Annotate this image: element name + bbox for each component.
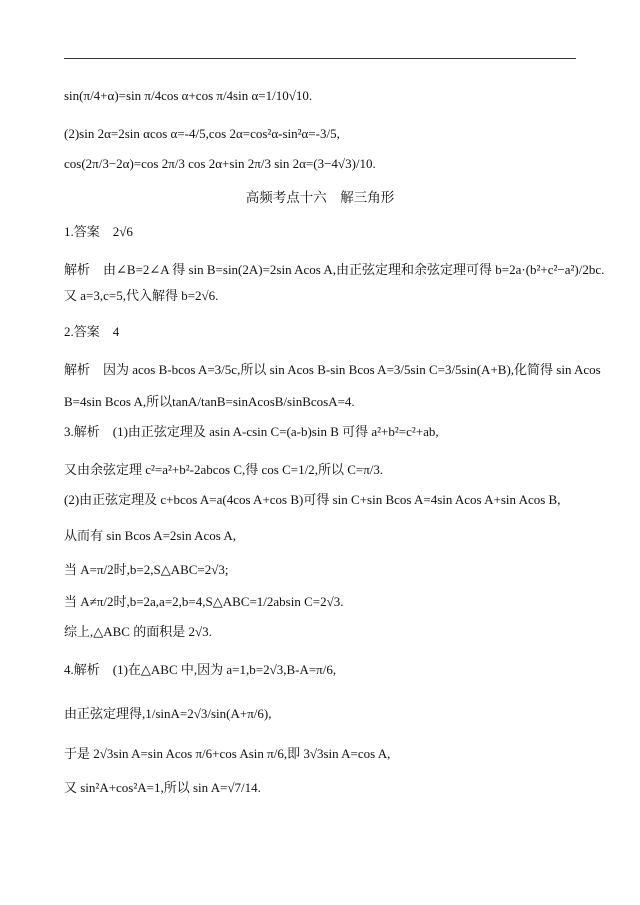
- text-line-15: 当 A=π/2时,b=2,S△ABC=2√3;: [64, 562, 229, 577]
- text-line-20: 于是 2√3sin A=sin Acos π/6+cos Asin π/6,即 3√3sin A=cos A,: [64, 746, 391, 761]
- text-line-2: (2)sin 2α=2sin αcos α=-4/5,cos 2α=cos²α-sin²α=-3/5,: [64, 126, 340, 141]
- text-line-5: 1.答案 2√6: [64, 224, 133, 239]
- text-line-11: 3.解析 (1)由正弦定理及 asin A-csin C=(a-b)sin B 可得 a²+b²=c²+ab,: [64, 424, 439, 439]
- text-line-21: 又 sin²A+cos²A=1,所以 sin A=√7/14.: [64, 780, 261, 795]
- text-line-9: 解析 因为 acos B-bcos A=3/5c,所以 sin Acos B-sin Bcos A=3/5sin C=3/5sin(A+B),化简得 sin Acos: [64, 362, 601, 377]
- text-line-18: 4.解析 (1)在△ABC 中,因为 a=1,b=2√3,B-A=π/6,: [64, 662, 337, 677]
- header-rule: [64, 58, 576, 59]
- text-line-17: 综上,△ABC 的面积是 2√3.: [64, 624, 212, 639]
- text-line-19: 由正弦定理得,1/sinA=2√3/sin(A+π/6),: [64, 706, 272, 721]
- text-line-10: B=4sin Bcos A,所以tanA/tanB=sinAcosB/sinBcosA=4.: [64, 394, 355, 409]
- text-line-13: (2)由正弦定理及 c+bcos A=a(4cos A+cos B)可得 sin C+sin Bcos A=4sin Acos A+sin Acos B,: [64, 492, 561, 507]
- section-heading: 高频考点十六 解三角形: [245, 190, 395, 205]
- text-line-7: 又 a=3,c=5,代入解得 b=2√6.: [64, 288, 219, 303]
- text-line-3: cos(2π/3−2α)=cos 2π/3 cos 2α+sin 2π/3 sin 2α=(3−4√3)/10.: [64, 156, 376, 171]
- text-line-6: 解析 由∠B=2∠A 得 sin B=sin(2A)=2sin Acos A,由正弦定理和余弦定理可得 b=2a·(b²+c²−a²)/2bc.: [64, 262, 605, 277]
- text-line-14: 从而有 sin Bcos A=2sin Acos A,: [64, 528, 237, 543]
- text-line-1: sin(π/4+α)=sin π/4cos α+cos π/4sin α=1/10√10.: [64, 88, 313, 103]
- text-line-16: 当 A≠π/2时,b=2a,a=2,b=4,S△ABC=1/2absin C=2√3.: [64, 594, 344, 609]
- text-line-8: 2.答案 4: [64, 324, 120, 339]
- text-line-12: 又由余弦定理 c²=a²+b²-2abcos C,得 cos C=1/2,所以 C=π/3.: [64, 462, 384, 477]
